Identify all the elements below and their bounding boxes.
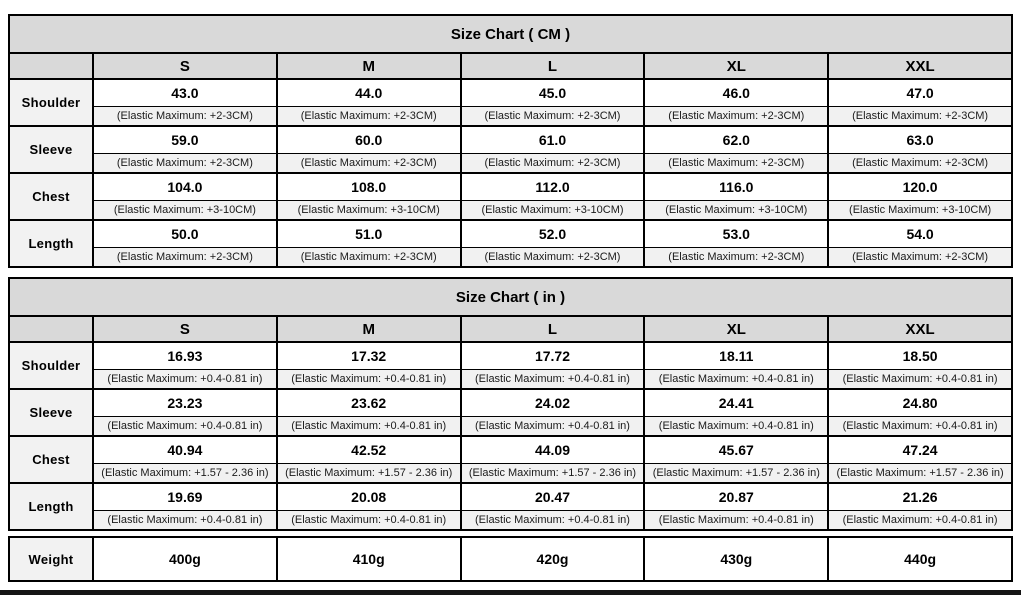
elastic-note: (Elastic Maximum: +1.57 - 2.36 in): [461, 464, 645, 484]
column-header-xxl: XXL: [828, 316, 1012, 342]
column-header-xxl: XXL: [828, 53, 1012, 79]
elastic-note: (Elastic Maximum: +2-3CM): [93, 248, 277, 268]
elastic-note-row: [9, 107, 1012, 127]
elastic-note-row: [9, 201, 1012, 221]
weight-value-cell: 400g: [93, 537, 277, 581]
elastic-note: (Elastic Maximum: +2-3CM): [644, 154, 828, 174]
row-label-length: Length: [9, 220, 93, 267]
elastic-note: (Elastic Maximum: +2-3CM): [277, 107, 461, 127]
corner-cell: [9, 316, 93, 342]
value-cell: 61.0: [461, 126, 645, 154]
elastic-note: (Elastic Maximum: +2-3CM): [277, 154, 461, 174]
value-cell: 47.24: [828, 436, 1012, 464]
elastic-note: (Elastic Maximum: +2-3CM): [277, 248, 461, 268]
elastic-note: (Elastic Maximum: +0.4-0.81 in): [93, 511, 277, 531]
value-cell: 43.0: [93, 79, 277, 107]
elastic-note: (Elastic Maximum: +1.57 - 2.36 in): [828, 464, 1012, 484]
value-cell: 44.09: [461, 436, 645, 464]
value-cell: 62.0: [644, 126, 828, 154]
row-label-sleeve: Sleeve: [9, 389, 93, 436]
elastic-note: (Elastic Maximum: +2-3CM): [644, 248, 828, 268]
elastic-note-row: [9, 248, 1012, 268]
value-cell: 20.47: [461, 483, 645, 511]
elastic-note-row: [9, 464, 1012, 484]
elastic-note-row: [9, 154, 1012, 174]
value-cell: 19.69: [93, 483, 277, 511]
elastic-note: (Elastic Maximum: +2-3CM): [828, 154, 1012, 174]
row-label-chest: Chest: [9, 436, 93, 483]
column-header-l: L: [461, 316, 645, 342]
elastic-note: (Elastic Maximum: +0.4-0.81 in): [277, 511, 461, 531]
value-cell: 16.93: [93, 342, 277, 370]
elastic-note: (Elastic Maximum: +2-3CM): [461, 248, 645, 268]
elastic-note: (Elastic Maximum: +0.4-0.81 in): [828, 511, 1012, 531]
elastic-note: (Elastic Maximum: +3-10CM): [461, 201, 645, 221]
column-header-m: M: [277, 316, 461, 342]
value-cell: 54.0: [828, 220, 1012, 248]
measure-value-row: [9, 79, 1012, 107]
elastic-note: (Elastic Maximum: +0.4-0.81 in): [93, 370, 277, 390]
value-cell: 52.0: [461, 220, 645, 248]
size-header-row: [9, 53, 1012, 79]
value-cell: 112.0: [461, 173, 645, 201]
column-header-xl: XL: [644, 53, 828, 79]
value-cell: 23.62: [277, 389, 461, 417]
size-chart-in-table: [8, 277, 1013, 531]
elastic-note: (Elastic Maximum: +3-10CM): [828, 201, 1012, 221]
elastic-note: (Elastic Maximum: +0.4-0.81 in): [461, 511, 645, 531]
column-header-xl: XL: [644, 316, 828, 342]
elastic-note: (Elastic Maximum: +3-10CM): [644, 201, 828, 221]
elastic-note: (Elastic Maximum: +0.4-0.81 in): [644, 370, 828, 390]
measure-value-row: [9, 126, 1012, 154]
size-chart-title: Size Chart ( CM ): [9, 15, 1012, 53]
measure-value-row: [9, 436, 1012, 464]
elastic-note: (Elastic Maximum: +0.4-0.81 in): [644, 511, 828, 531]
value-cell: 24.02: [461, 389, 645, 417]
value-cell: 60.0: [277, 126, 461, 154]
size-chart-title: Size Chart ( in ): [9, 278, 1012, 316]
value-cell: 47.0: [828, 79, 1012, 107]
value-cell: 17.72: [461, 342, 645, 370]
weight-value-cell: 410g: [277, 537, 461, 581]
value-cell: 45.0: [461, 79, 645, 107]
value-cell: 63.0: [828, 126, 1012, 154]
column-header-s: S: [93, 53, 277, 79]
elastic-note: (Elastic Maximum: +2-3CM): [93, 154, 277, 174]
value-cell: 18.11: [644, 342, 828, 370]
weight-table: [8, 536, 1013, 582]
value-cell: 18.50: [828, 342, 1012, 370]
elastic-note-row: [9, 370, 1012, 390]
measure-value-row: [9, 483, 1012, 511]
row-label-shoulder: Shoulder: [9, 342, 93, 389]
elastic-note: (Elastic Maximum: +2-3CM): [828, 248, 1012, 268]
value-cell: 50.0: [93, 220, 277, 248]
value-cell: 59.0: [93, 126, 277, 154]
measure-value-row: [9, 342, 1012, 370]
value-cell: 104.0: [93, 173, 277, 201]
elastic-note-row: [9, 511, 1012, 531]
bottom-divider: [0, 590, 1021, 595]
row-label-sleeve: Sleeve: [9, 126, 93, 173]
weight-row: [9, 537, 1012, 581]
elastic-note: (Elastic Maximum: +1.57 - 2.36 in): [277, 464, 461, 484]
value-cell: 120.0: [828, 173, 1012, 201]
table-title-row: [9, 15, 1012, 53]
value-cell: 17.32: [277, 342, 461, 370]
value-cell: 108.0: [277, 173, 461, 201]
elastic-note: (Elastic Maximum: +2-3CM): [93, 107, 277, 127]
elastic-note: (Elastic Maximum: +0.4-0.81 in): [828, 417, 1012, 437]
row-label-weight: Weight: [9, 537, 93, 581]
value-cell: 24.41: [644, 389, 828, 417]
value-cell: 42.52: [277, 436, 461, 464]
row-label-chest: Chest: [9, 173, 93, 220]
elastic-note: (Elastic Maximum: +0.4-0.81 in): [644, 417, 828, 437]
row-label-shoulder: Shoulder: [9, 79, 93, 126]
elastic-note: (Elastic Maximum: +1.57 - 2.36 in): [644, 464, 828, 484]
table-title-row: [9, 278, 1012, 316]
elastic-note-row: [9, 417, 1012, 437]
row-label-length: Length: [9, 483, 93, 530]
measure-value-row: [9, 389, 1012, 417]
elastic-note: (Elastic Maximum: +2-3CM): [461, 107, 645, 127]
corner-cell: [9, 53, 93, 79]
elastic-note: (Elastic Maximum: +0.4-0.81 in): [461, 417, 645, 437]
value-cell: 20.08: [277, 483, 461, 511]
value-cell: 53.0: [644, 220, 828, 248]
elastic-note: (Elastic Maximum: +2-3CM): [828, 107, 1012, 127]
elastic-note: (Elastic Maximum: +0.4-0.81 in): [277, 370, 461, 390]
elastic-note: (Elastic Maximum: +2-3CM): [644, 107, 828, 127]
value-cell: 44.0: [277, 79, 461, 107]
elastic-note: (Elastic Maximum: +0.4-0.81 in): [93, 417, 277, 437]
weight-value-cell: 430g: [644, 537, 828, 581]
elastic-note: (Elastic Maximum: +0.4-0.81 in): [277, 417, 461, 437]
elastic-note: (Elastic Maximum: +0.4-0.81 in): [461, 370, 645, 390]
value-cell: 23.23: [93, 389, 277, 417]
value-cell: 24.80: [828, 389, 1012, 417]
value-cell: 46.0: [644, 79, 828, 107]
size-chart-cm-table: [8, 14, 1013, 268]
elastic-note: (Elastic Maximum: +3-10CM): [277, 201, 461, 221]
value-cell: 51.0: [277, 220, 461, 248]
value-cell: 116.0: [644, 173, 828, 201]
weight-value-cell: 420g: [461, 537, 645, 581]
elastic-note: (Elastic Maximum: +1.57 - 2.36 in): [93, 464, 277, 484]
measure-value-row: [9, 220, 1012, 248]
value-cell: 20.87: [644, 483, 828, 511]
column-header-l: L: [461, 53, 645, 79]
elastic-note: (Elastic Maximum: +3-10CM): [93, 201, 277, 221]
column-header-s: S: [93, 316, 277, 342]
weight-value-cell: 440g: [828, 537, 1012, 581]
size-chart-image: [8, 14, 1013, 582]
value-cell: 40.94: [93, 436, 277, 464]
value-cell: 21.26: [828, 483, 1012, 511]
elastic-note: (Elastic Maximum: +2-3CM): [461, 154, 645, 174]
value-cell: 45.67: [644, 436, 828, 464]
column-header-m: M: [277, 53, 461, 79]
measure-value-row: [9, 173, 1012, 201]
elastic-note: (Elastic Maximum: +0.4-0.81 in): [828, 370, 1012, 390]
size-header-row: [9, 316, 1012, 342]
